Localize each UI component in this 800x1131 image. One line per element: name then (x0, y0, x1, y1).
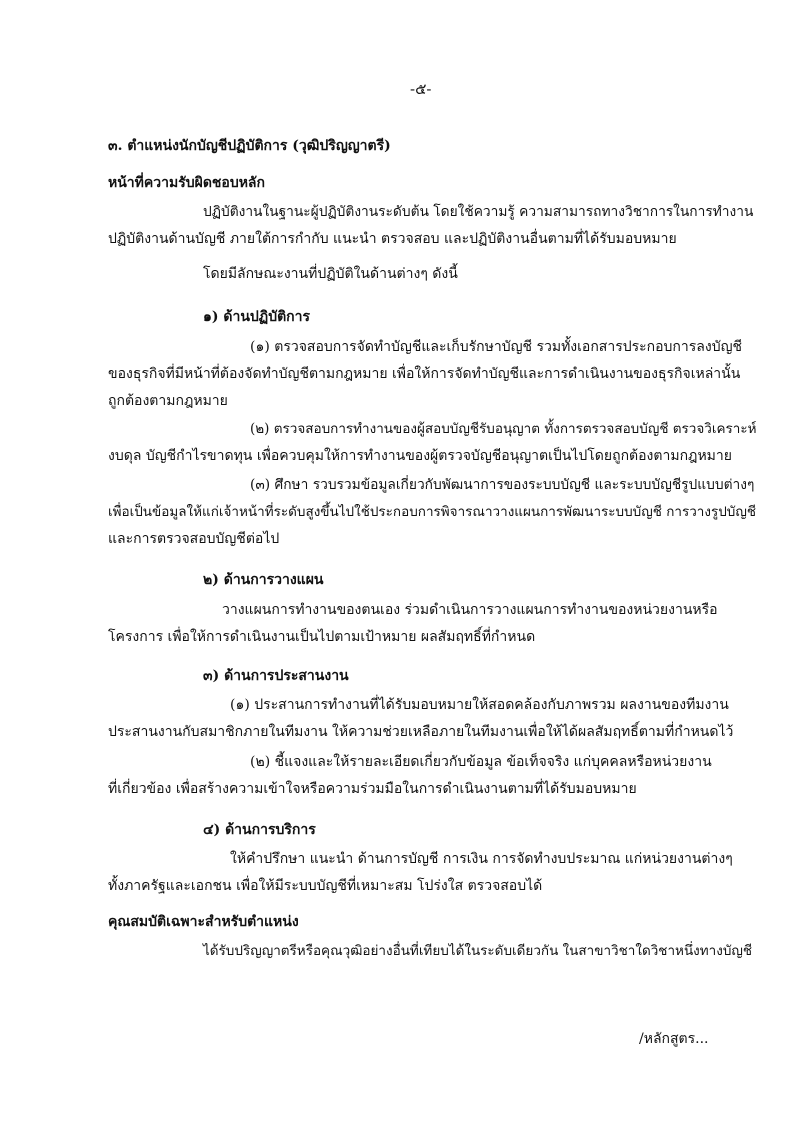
section-2-line-1: วางแผนการทำงานของตนเอง ร่วมดำเนินการวางแผนการทำงานของหน่วยงานหรือ (222, 602, 718, 618)
section-1-item-3-line-1: (๓) ศึกษา รวบรวมข้อมูลเกี่ยวกับพัฒนาการของระบบบัญชี และระบบบัญชีรูปแบบต่างๆ (250, 477, 755, 493)
section-1-item-1-line-1: (๑) ตรวจสอบการจัดทำบัญชีและเก็บรักษาบัญชี รวมทั้งเอกสารประกอบการลงบัญชี (250, 339, 743, 355)
section-1-title: ๑) ด้านปฏิบัติการ (203, 309, 311, 325)
section-1-item-1-line-2: ของธุรกิจที่มีหน้าที่ต้องจัดทำบัญชีตามกฎหมาย เพื่อให้การจัดทำบัญชีและการดำเนินงานของธุรกิจเหล่านั้น (108, 366, 741, 382)
section-3-item-2-line-2: ที่เกี่ยวข้อง เพื่อสร้างความเข้าใจหรือความร่วมมือในการดำเนินงานตามที่ได้รับมอบหมาย (108, 781, 637, 797)
section-3-item-2-line-1: (๒) ชี้แจงและให้รายละเอียดเกี่ยวกับข้อมูล ข้อเท็จจริง แก่บุคคลหรือหน่วยงาน (250, 754, 712, 770)
duties-heading: หน้าที่ความรับผิดชอบหลัก (108, 175, 265, 191)
section-3-item-1-line-2: ประสานงานกับสมาชิกภายในทีมงาน ให้ความช่วยเหลือภายในทีมงานเพื่อให้ได้ผลสัมฤทธิ์ตามที่กำหนดไว้ (108, 724, 734, 740)
section-4-line-1: ให้คำปรึกษา แนะนำ ด้านการบัญชี การเงิน การจัดทำงบประมาณ แก่หน่วยงานต่างๆ (230, 851, 733, 867)
characteristics-intro: โดยมีลักษณะงานที่ปฏิบัติในด้านต่างๆ ดังนี้ (203, 266, 458, 282)
intro-line-2: ปฏิบัติงานด้านบัญชี ภายใต้การกำกับ แนะนำ ตรวจสอบ และปฏิบัติงานอื่นตามที่ได้รับมอบหมาย (108, 231, 677, 247)
section-3-title: ๓) ด้านการประสานงาน (203, 668, 349, 684)
position-title: ๓. ตำแหน่งนักบัญชีปฏิบัติการ (วุฒิปริญญาตรี) (108, 138, 391, 154)
section-3-item-1-line-1: (๑) ประสานการทำงานที่ได้รับมอบหมายให้สอดคล้องกับภาพรวม ผลงานของทีมงาน (230, 697, 729, 713)
section-1-item-2-line-2: งบดุล บัญชีกำไรขาดทุน เพื่อควบคุมให้การทำงานของผู้ตรวจบัญชีอนุญาตเป็นไปโดยถูกต้องตามกฎหมาย (108, 448, 732, 464)
section-4-line-2: ทั้งภาครัฐและเอกชน เพื่อให้มีระบบบัญชีที่เหมาะสม โปร่งใส ตรวจสอบได้ (108, 878, 543, 894)
section-2-line-2: โครงการ เพื่อให้การดำเนินงานเป็นไปตามเป้าหมาย ผลสัมฤทธิ์ที่กำหนด (108, 629, 536, 645)
intro-line-1: ปฏิบัติงานในฐานะผู้ปฏิบัติงานระดับต้น โดยใช้ความรู้ ความสามารถทางวิชาการในการทำงาน (203, 204, 754, 220)
section-1-item-3-line-2: เพื่อเป็นข้อมูลให้แก่เจ้าหน้าที่ระดับสูงขึ้นไปใช้ประกอบการพิจารณาวางแผนการพัฒนาระบบบัญชี การวางรูปบัญชี (108, 504, 757, 520)
qualifications-heading: คุณสมบัติเฉพาะสำหรับตำแหน่ง (108, 914, 299, 930)
page-number: -๕- (410, 80, 432, 98)
section-1-item-1-line-3: ถูกต้องตามกฎหมาย (108, 393, 228, 409)
continuation-mark: /หลักสูตร... (639, 1031, 709, 1047)
section-2-title: ๒) ด้านการวางแผน (203, 572, 324, 588)
qualifications-text: ได้รับปริญญาตรีหรือคุณวุฒิอย่างอื่นที่เทียบได้ในระดับเดียวกัน ในสาขาวิชาใดวิชาหนึ่งทางบัญชี (203, 943, 753, 959)
section-1-item-2-line-1: (๒) ตรวจสอบการทำงานของผู้สอบบัญชีรับอนุญาต ทั้งการตรวจสอบบัญชี ตรวจวิเคราะห์ (250, 421, 757, 437)
section-1-item-3-line-3: และการตรวจสอบบัญชีต่อไป (108, 531, 280, 547)
section-4-title: ๔) ด้านการบริการ (203, 822, 316, 838)
